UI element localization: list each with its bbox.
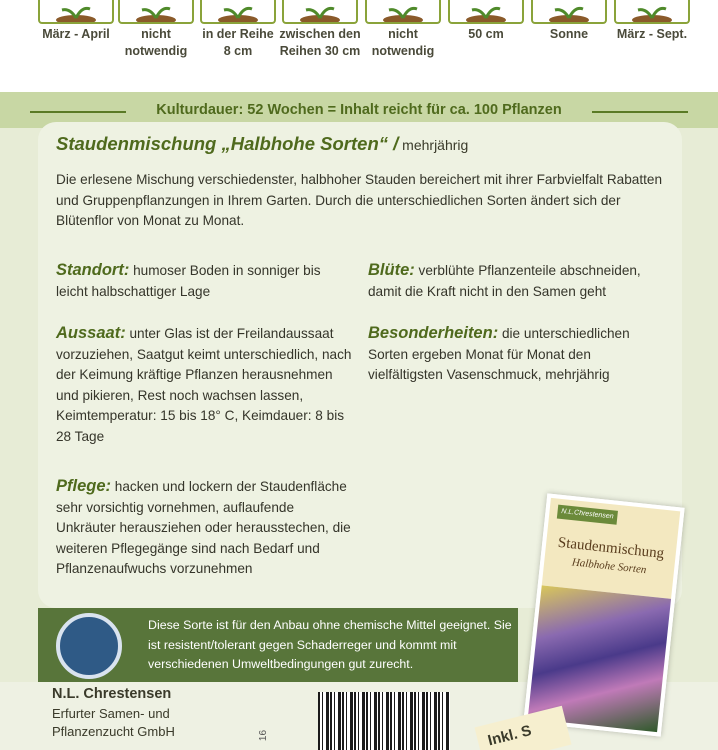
calendar-seed-icon xyxy=(38,0,114,24)
bluete-section: Blüte: verblühte Pflanzenteile abschneiden, damit die Kraft nicht in den Samen geht xyxy=(368,261,641,299)
transplant-icon xyxy=(365,0,441,24)
icon-label: nicht notwendig xyxy=(371,27,435,58)
icon-label: nicht notwendig xyxy=(124,27,188,58)
company-line-1: Erfurter Samen- und xyxy=(52,706,170,721)
intro-text: Die erlesene Mischung verschiedenster, halbhoher Stauden bereichert mit ihrer Farbvielfalt Rabatten und Gruppenpflanzungen in Ihrem Garten. Durch die unterschiedlichen Sorten ändert sich der Blütenflor von Monat zu Monat. xyxy=(56,172,663,229)
company-line-2: Pflanzenzucht GmbH xyxy=(52,724,175,739)
company-name: N.L. Chrestensen xyxy=(52,686,172,702)
vertical-code: 16 xyxy=(258,729,270,742)
icon-label: März - Sept. xyxy=(616,27,688,41)
icon-label: in der Reihe 8 cm xyxy=(202,27,274,58)
packet-brand: N.L.Chrestensen xyxy=(557,505,618,525)
plant-height-icon xyxy=(448,0,524,24)
inkl-label: Inkl. S xyxy=(474,706,571,750)
packet-variety: Halbhohe Sorten xyxy=(571,556,647,577)
harvest-plant-icon xyxy=(614,0,690,24)
icon-label: Sonne xyxy=(549,27,589,41)
seedling-spacing-icon xyxy=(282,0,358,24)
globe-badge-icon xyxy=(56,613,122,679)
packet-name: Staudenmischung xyxy=(557,534,665,562)
eco-text: Diese Sorte ist für den Anbau ohne chemische Mittel geeignet. Sie ist resistent/tolerant gegen Schaderreger und kommt mit verschiedenen Umweltbedingungen gut zurecht. xyxy=(148,618,512,671)
sun-icon xyxy=(531,0,607,24)
besonderheiten-section: Besonderheiten: die unterschiedlichen Sorten ergeben Monat für Monat den vielfältigsten Vasenschmuck, mehrjährig xyxy=(368,324,630,383)
icon-label: März - April xyxy=(42,27,110,41)
cultivation-duration: Kulturdauer: 52 Wochen = Inhalt reicht für ca. 100 Pflanzen xyxy=(156,102,562,118)
soil-icon xyxy=(118,0,194,24)
product-title: Staudenmischung „Halbhohe Sorten“ / mehrjährig xyxy=(56,133,469,154)
barcode-icon xyxy=(318,692,450,750)
aussaat-section: Aussaat: unter Glas ist der Freilandaussaat vorzuziehen, Saatgut keimt unterschiedlich, nach der Keimung kräftige Pflanzen herausnehmen und pikieren, Rest noch wachsen lassen, Keimtemperatur: 15 bis 18° C, Keimdauer: 8 bis 28 Tage xyxy=(56,324,352,444)
icon-label: 50 cm xyxy=(468,27,504,41)
seed-row-icon xyxy=(200,0,276,24)
seed-packet-image xyxy=(523,493,684,736)
pflege-section: Pflege: hacken und lockern der Staudenfläche sehr vorsichtig vornehmen, auflaufende Unkräuter herausziehen oder herausstechen, die weiteren Pflegegänge sind nach Bedarf und Pflanzenaufwuchs vorzunehmen xyxy=(56,477,351,577)
icon-label: zwischen den Reihen 30 cm xyxy=(279,27,361,58)
standort-section: Standort: humoser Boden in sonniger bis leicht halbschattiger Lage xyxy=(56,261,321,299)
